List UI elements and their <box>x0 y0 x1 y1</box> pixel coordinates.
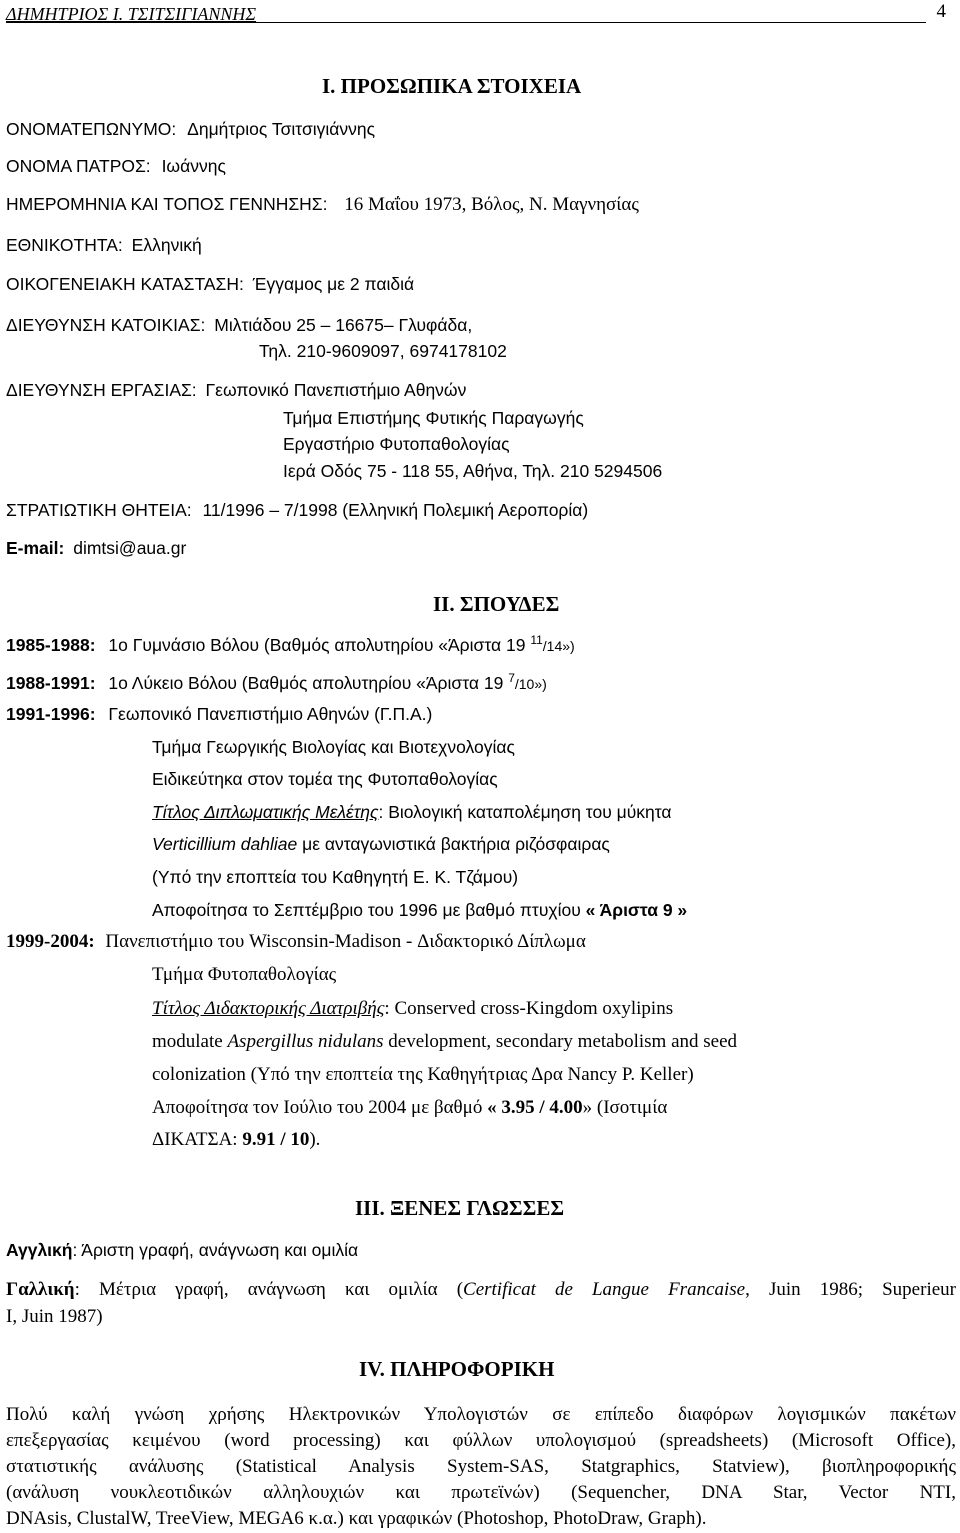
study-1991-supervisor: (Υπό την εποπτεία του Καθηγητή Ε. Κ. Τζάμου) <box>152 867 519 887</box>
father-value: Ιωάννης <box>161 156 226 176</box>
birth-label: ΗΜΕΡΟΜΗΝΙΑ ΚΑΙ ΤΟΠΟΣ ΓΕΝΝΗΣΗΣ: <box>6 194 328 214</box>
study-1991-thesis-2 <box>152 832 610 856</box>
family-value: Έγγαμος με 2 παιδιά <box>252 274 415 294</box>
french-certificate: Certificat de Langue Francaise <box>463 1279 746 1300</box>
header-rule <box>6 22 926 23</box>
thesis-text: : Conserved cross-Kingdom oxylipins <box>384 998 674 1019</box>
study-1991-thesis <box>152 800 672 824</box>
work-line-2: Τμήμα Επιστήμης Φυτικής Παραγωγής <box>283 408 584 428</box>
study-1991-dept: Τμήμα Γεωργικής Βιολογίας και Βιοτεχνολογίας <box>152 737 515 757</box>
work-line-3: Εργαστήριο Φυτοπαθολογίας <box>283 434 510 454</box>
study-1991-spec: Ειδικεύτηκα στον τομέα της Φυτοπαθολογίας <box>152 769 498 789</box>
family-row <box>6 272 414 296</box>
grad-grade: « 3.95 / 4.00 <box>487 1097 583 1118</box>
computing-line-5: DNAsis, ClustalW, TreeView, MEGA6 κ.α.) και γραφικών (Photoshop, PhotoDraw, Graph). <box>6 1508 707 1529</box>
section-heading-personal: Ι. ΠΡΟΣΩΠΙΚΑ ΣΤΟΙΧΕΙΑ <box>322 74 582 98</box>
study-row-1999 <box>6 930 586 954</box>
language-english <box>6 1238 358 1262</box>
language-label: Αγγλική <box>6 1240 73 1260</box>
email-row <box>6 536 186 560</box>
language-french-line-2: I, Juin 1987) <box>6 1306 103 1327</box>
military-value: 11/1996 – 7/1998 (Ελληνική Πολεμική Αεροπορία) <box>202 500 589 520</box>
birth-row <box>6 192 639 217</box>
computing-line-2: επεξεργασίας κειμένου (word processing) και φύλλων υπολογισμού (spreadsheets) (Microsoft Office), <box>6 1430 956 1451</box>
nationality-value: Ελληνική <box>131 235 202 255</box>
grad-text: Αποφοίτησα τον Ιούλιο του 2004 με βαθμό <box>152 1097 483 1118</box>
nationality-label: ΕΘΝΙΚΟΤΗΤΑ: <box>6 235 123 255</box>
section-heading-computing: IV. ΠΛΗΡΟΦΟΡΙΚΗ <box>359 1357 555 1381</box>
name-row <box>6 117 375 141</box>
page-number: 4 <box>936 1 946 22</box>
language-text-2: , Juin 1986; Superieur <box>745 1279 956 1300</box>
language-label: Γαλλική <box>6 1279 75 1300</box>
study-1999-thesis-3: colonization (Υπό την εποπτεία της Καθηγήτριας Δρα Nancy P. Keller) <box>152 1064 694 1085</box>
study-text: Πανεπιστήμιο του Wisconsin-Madison - Διδακτορικό Δίπλωμα <box>105 931 586 952</box>
grade-denominator: /14») <box>542 638 575 654</box>
section-heading-languages: ΙΙΙ. ΞΕΝΕΣ ΓΛΩΣΣΕΣ <box>355 1196 565 1220</box>
computing-line-4: (ανάλυση νουκλεοτιδικών αλληλουχιών και πρωτεϊνών) (Sequencher, DNA Star, Vector NTI, <box>6 1482 956 1503</box>
study-row-1991 <box>6 702 432 726</box>
thesis-label: Τίτλος Διδακτορικής Διατριβής <box>152 998 385 1019</box>
study-1999-dept: Τμήμα Φυτοπαθολογίας <box>152 964 337 985</box>
study-years: 1991-1996: <box>6 704 96 724</box>
study-years: 1999-2004: <box>6 931 95 952</box>
name-label: ΟΝΟΜΑΤΕΠΩΝΥΜΟ: <box>6 119 177 139</box>
dikatsa-label: ΔΙΚΑΤΣΑ: <box>152 1129 238 1150</box>
language-french <box>6 1278 956 1302</box>
species-name: Verticillium dahliae <box>152 834 298 854</box>
grad-grade: « Άριστα 9 » <box>585 900 688 920</box>
study-years: 1985-1988: <box>6 635 96 655</box>
computing-line-1: Πολύ καλή γνώση χρήσης Ηλεκτρονικών Υπολογιστών σε επίπεδο διαφόρων λογισμικών πακέτων <box>6 1404 956 1425</box>
language-text: : Μέτρια γραφή, ανάγνωση και ομιλία ( <box>74 1279 464 1300</box>
family-label: ΟΙΚΟΓΕΝΕΙΑΚΗ ΚΑΤΑΣΤΑΣΗ: <box>6 274 244 294</box>
study-text: 1ο Λύκειο Βόλου (Βαθμός απολυτηρίου «Άριστα 19 <box>108 673 504 693</box>
birth-value: 16 Μαΐου 1973, Βόλος, Ν. Μαγνησίας <box>344 194 639 215</box>
species-name: Aspergillus nidulans <box>227 1031 384 1052</box>
thesis-label: Τίτλος Διπλωματικής Μελέτης <box>152 802 379 822</box>
study-1991-grad <box>152 898 687 922</box>
nationality-row <box>6 233 202 257</box>
study-1999-grad <box>152 1096 667 1120</box>
grade-superscript: 7 <box>508 671 515 686</box>
name-value: Δημήτριος Τσιτσιγιάννης <box>187 119 376 139</box>
thesis-text-2: με ανταγωνιστικά βακτήρια ριζόσφαιρας <box>302 834 610 854</box>
computing-line-3: στατιστικής ανάλυσης (Statistical Analysis System-SAS, Statgraphics, Statview), βιοπληροφορικής <box>6 1456 956 1477</box>
dikatsa-end: ). <box>309 1129 321 1150</box>
work-label: ΔΙΕΥΘΥΝΣΗ ΕΡΓΑΣΙΑΣ: <box>6 380 197 400</box>
military-row <box>6 498 588 522</box>
father-row <box>6 154 226 178</box>
language-text: : Άριστη γραφή, ανάγνωση και ομιλία <box>72 1240 359 1260</box>
grad-text-end: » (Ισοτιμία <box>582 1097 668 1118</box>
study-years: 1988-1991: <box>6 673 96 693</box>
work-row <box>6 378 466 402</box>
study-1999-thesis <box>152 997 673 1021</box>
grade-superscript: 11 <box>530 633 543 648</box>
study-1999-dikatsa <box>152 1128 320 1152</box>
study-row-1988 <box>6 671 547 696</box>
thesis-text-b: development, secondary metabolism and seed <box>388 1031 738 1052</box>
grad-text: Αποφοίτησα το Σεπτέμβριο του 1996 με βαθμό πτυχίου <box>152 900 581 920</box>
email-value[interactable]: dimtsi@aua.gr <box>73 538 187 558</box>
email-label: E-mail: <box>6 538 65 558</box>
home-phone: Τηλ. 210-9609097, 6974178102 <box>259 341 507 361</box>
running-header-author: ΔΗΜΗΤΡΙΟΣ Ι. ΤΣΙΤΣΙΓΙΑΝΝΗΣ <box>6 4 257 24</box>
military-label: ΣΤΡΑΤΙΩΤΙΚΗ ΘΗΤΕΙΑ: <box>6 500 192 520</box>
section-heading-studies: ΙΙ. ΣΠΟΥΔΕΣ <box>433 592 560 616</box>
dikatsa-value: 9.91 / 10 <box>242 1129 310 1150</box>
study-1999-thesis-2 <box>152 1030 737 1054</box>
home-value: Μιλτιάδου 25 – 16675– Γλυφάδα, <box>214 315 473 335</box>
study-text: Γεωπονικό Πανεπιστήμιο Αθηνών (Γ.Π.Α.) <box>108 704 433 724</box>
work-line-4: Ιερά Οδός 75 - 118 55, Αθήνα, Τηλ. 210 5294506 <box>283 461 663 481</box>
father-label: ΟΝΟΜΑ ΠΑΤΡΟΣ: <box>6 156 151 176</box>
study-text: 1ο Γυμνάσιο Βόλου (Βαθμός απολυτηρίου «Άριστα 19 <box>108 635 526 655</box>
thesis-text-a: modulate <box>152 1031 223 1052</box>
grade-denominator: /10») <box>514 676 547 692</box>
work-line-1: Γεωπονικό Πανεπιστήμιο Αθηνών <box>205 380 467 400</box>
home-label: ΔΙΕΥΘΥΝΣΗ ΚΑΤΟΙΚΙΑΣ: <box>6 315 206 335</box>
thesis-text: : Βιολογική καταπολέμηση του μύκητα <box>378 802 672 822</box>
study-row-1985 <box>6 633 575 658</box>
home-row <box>6 313 472 337</box>
